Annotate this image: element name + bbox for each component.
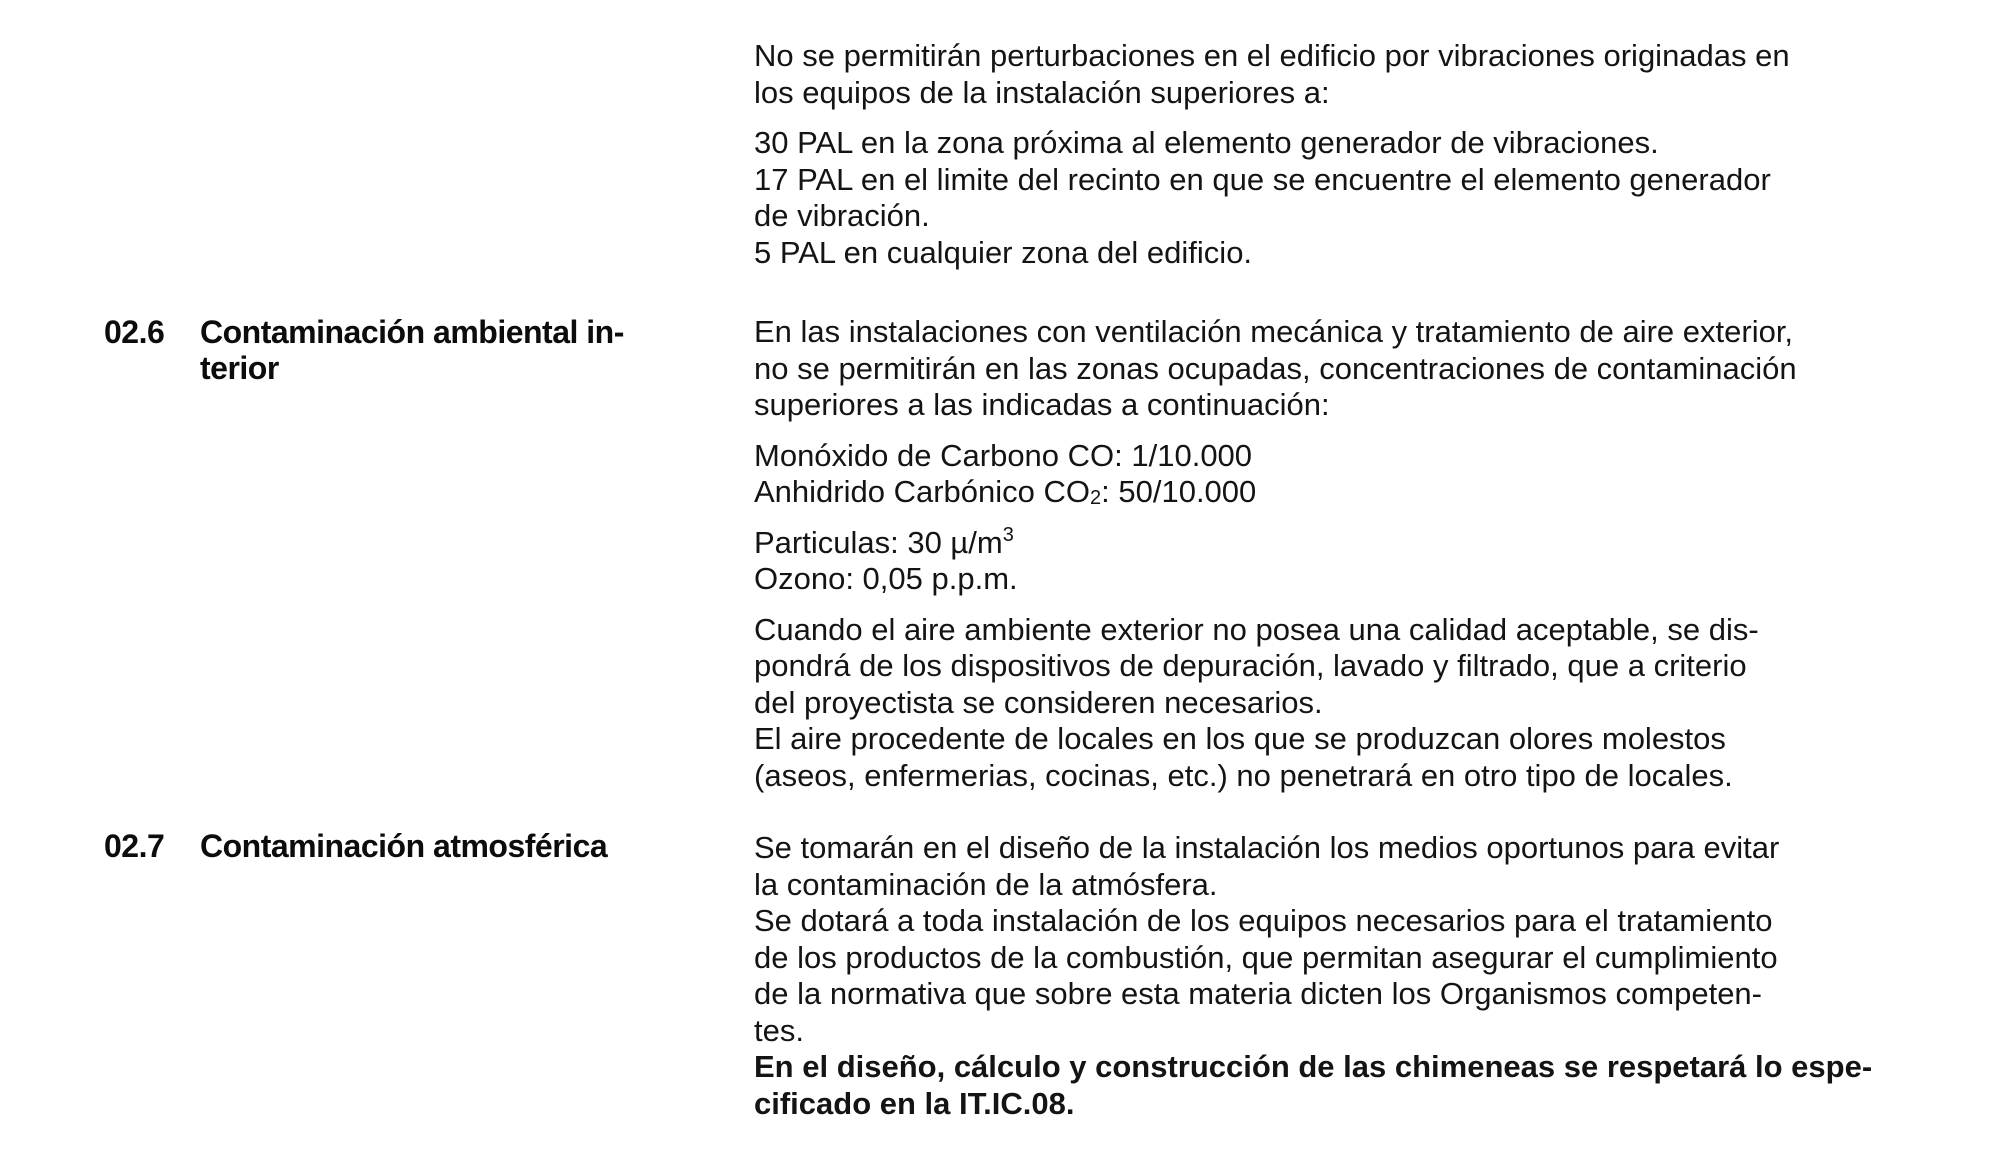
text-line: En las instalaciones con ventilación mecánica y tratamiento de aire exterior, <box>754 314 1794 349</box>
text-line: En el diseño, cálculo y construcción de las chimeneas se respetará lo espe- <box>754 1049 1873 1084</box>
contaminant-limits-list <box>754 438 1990 598</box>
text-line: Se tomarán en el diseño de la instalación los medios oportunos para evitar <box>754 830 1780 865</box>
vibration-limits-list <box>754 125 1990 271</box>
section-title <box>200 314 670 386</box>
vibration-section-body <box>754 38 1990 285</box>
atmospheric-paragraph <box>754 830 1990 1122</box>
text-line: pondrá de los dispositivos de depuración, lavado y filtrado, que a criterio <box>754 648 1747 683</box>
limit-item: 5 PAL en cualquier zona del edificio. <box>754 234 1253 270</box>
section-heading-02-7 <box>104 828 684 864</box>
ozone-limit: Ozono: 0,05 p.p.m. <box>754 561 1018 596</box>
text-line: los equipos de la instalación superiores a: <box>754 74 1330 110</box>
indoor-intro-paragraph <box>754 314 1990 424</box>
particles-limit <box>754 517 1990 562</box>
section-number: 02.7 <box>104 828 165 864</box>
text-line: de los productos de la combustión, que permitan asegurar el cumplimiento <box>754 939 1778 975</box>
co-limit: Monóxido de Carbono CO: 1/10.000 <box>754 437 1253 473</box>
text-line: del proyectista se consideren necesarios. <box>754 684 1323 720</box>
text-line: (aseos, enfermerias, cocinas, etc.) no penetrará en otro tipo de locales. <box>754 757 1733 793</box>
limit-item: 30 PAL en la zona próxima al elemento generador de vibraciones. <box>754 125 1659 160</box>
text-line: Se dotará a toda instalación de los equipos necesarios para el tratamiento <box>754 903 1773 938</box>
limit-item: 17 PAL en el limite del recinto en que se encuentre el elemento generador <box>754 161 1771 197</box>
text-line: No se permitirán perturbaciones en el edificio por vibraciones originadas en <box>754 38 1790 73</box>
section-title-line: terior <box>200 350 279 386</box>
particles-superscript: 3 <box>1002 523 1014 546</box>
co2-value: : 50/10.000 <box>1101 474 1257 509</box>
section-body-02-7 <box>754 830 1990 1136</box>
text-line: no se permitirán en las zonas ocupadas, concentraciones de contaminación <box>754 350 1797 386</box>
text-line: tes. <box>754 1012 804 1048</box>
text-line: cificado en la IT.IC.08. <box>754 1085 1075 1121</box>
text-line: El aire procedente de locales en los que se produzcan olores molestos <box>754 721 1726 756</box>
text-line: de la normativa que sobre esta materia dicten los Organismos competen- <box>754 976 1762 1011</box>
limit-item-continuation: de vibración. <box>754 198 930 233</box>
section-title-line: Contaminación ambiental in- <box>200 314 624 350</box>
text-line: la contaminación de la atmósfera. <box>754 866 1218 902</box>
section-title: Contaminación atmosférica <box>200 828 608 864</box>
vibration-intro-paragraph <box>754 38 1990 111</box>
text-line: superiores a las indicadas a continuación: <box>754 387 1330 422</box>
text-line: Cuando el aire ambiente exterior no posea una calidad aceptable, se dis- <box>754 611 1759 647</box>
particles-label: Particulas: 30 µ/m <box>754 524 1003 560</box>
section-body-02-6 <box>754 314 1990 808</box>
section-heading-02-6 <box>104 314 684 386</box>
section-number: 02.6 <box>104 314 165 350</box>
co2-limit <box>754 474 1990 517</box>
co2-subscript: 2 <box>1090 487 1102 509</box>
outdoor-air-paragraph <box>754 612 1990 795</box>
co2-label: Anhidrido Carbónico CO <box>754 474 1091 509</box>
